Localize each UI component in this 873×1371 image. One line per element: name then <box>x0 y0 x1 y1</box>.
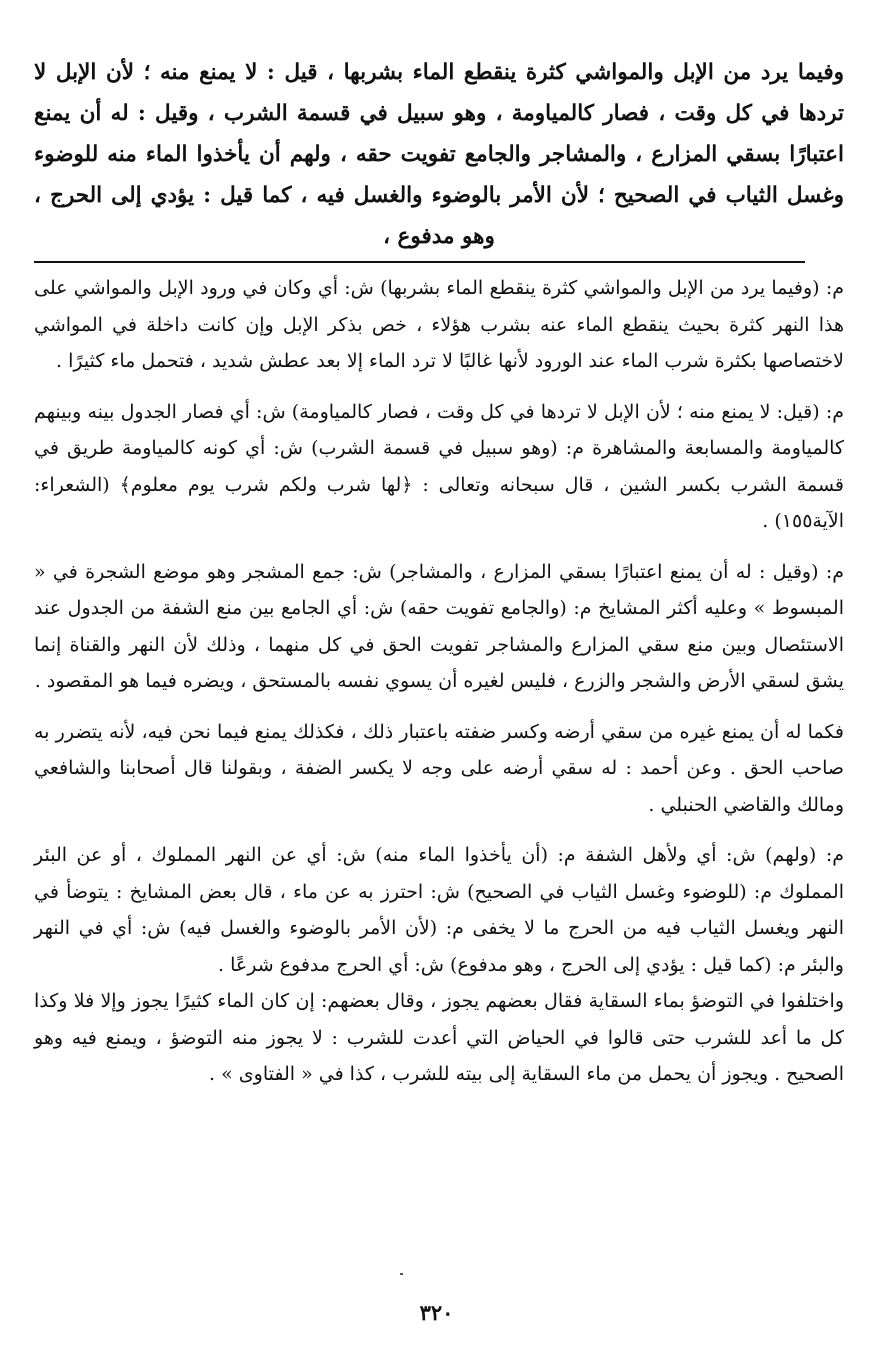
page-number: ٣٢٠ <box>419 1300 454 1325</box>
commentary-paragraph-4: فكما له أن يمنع غيره من سقي أرضه وكسر ضفته باعتبار ذلك ، فكذلك يمنع فيما نحن فيه، لأنه يتضرر به صاحب الحق . وعن أحمد : له سقي أرضه على وجه لا يكسر الضفة ، وبقولنا قال أصحابنا والشافعي ومالك والقاضي الحنبلي . <box>34 720 844 816</box>
commentary-paragraph-5: م: (ولهم) ش: أي ولأهل الشفة م: (أن يأخذوا الماء منه) ش: أي عن النهر المملوك ، أو عن البئر المملوك م: (للوضوء وغسل الثياب في الصحيح) ش: احترز به عن ماء ، قال بعض المشايخ : يتوضأ في النهر ويغسل الثياب فيه من الحرج ما لا يخفى م: (لأن الأمر بالوضوء والغسل فيه) ش: أي في النهر والبئر م: (كما قيل : يؤدي إلى الحرج ، وهو مدفوع) ش: أي الحرج مدفوع شرعًا . <box>34 844 844 976</box>
commentary-paragraph-1: م: (وفيما يرد من الإبل والمواشي كثرة ينقطع الماء بشربها) ش: أي وكان في ورود الإبل والمواشي على هذا النهر كثرة بحيث ينقطع الماء عنه بشرب هؤلاء ، خص بذكر الإبل وإن كانت داخلة في المواشي لاختصاصها بكثرة شرب الماء عند الورود لأنها غالبًا لا ترد الماء إلا بعد عطش شديد ، فتحمل ماء كثيرًا . <box>34 277 844 372</box>
commentary-block <box>34 270 844 1107</box>
matn-paragraph: وفيما يرد من الإبل والمواشي كثرة ينقطع الماء بشربها ، قيل : لا يمنع منه ؛ لأن الإبل لا تردها في كل وقت ، فصار كالمياومة ، وهو سبيل في قسمة الشرب ، وقيل : له أن يمنع اعتبارًا بسقي المزارع ، والمشاجر والجامع تفويت حقه ، ولهم أن يأخذوا الماء منه للوضوء وغسل الثياب في الصحيح ؛ لأن الأمر بالوضوء والغسل فيه ، كما قيل : يؤدي إلى الحرج ، وهو مدفوع ، <box>34 60 844 249</box>
separator-rule <box>34 261 805 263</box>
commentary-paragraph-6: واختلفوا في التوضؤ بماء السقاية فقال بعضهم يجوز ، وقال بعضهم: إن كان الماء كثيرًا يجوز وإلا فلا وكذا كل ما أعد للشرب حتى قالوا في الحياض التي أعدت للشرب : لا يجوز منه التوضؤ ، ويمنع فيه وهو الصحيح . ويجوز أن يحمل من ماء السقاية إلى بيته للشرب ، كذا في « الفتاوى » . <box>34 990 844 1085</box>
commentary-paragraph-3: م: (وقيل : له أن يمنع اعتبارًا بسقي المزارع ، والمشاجر) ش: جمع المشجر وهو موضع الشجرة في « المبسوط » وعليه أكثر المشايخ م: (والجامع تفويت حقه) ش: أي الجامع بين منع الشفة من الجدول عند الاستئصال وبين منع سقي المزارع والمشاجر تفويت الحق في كل منهما ، وذلك لأن النهر والقناة إنما يشق لسقي الأرض والشجر والزرع ، فليس لغيره أن يسوي نفسه بالمستحق ، ويضره فيما هو المقصود . <box>34 560 844 692</box>
print-speck <box>400 1273 403 1275</box>
commentary-paragraph-2: م: (قيل: لا يمنع منه ؛ لأن الإبل لا تردها في كل وقت ، فصار كالمياومة) ش: أي فصار الجدول بينه وبينهم كالمياومة والمسابعة والمشاهرة م: (وهو سبيل في قسمة الشرب) ش: أي كونه كالمياومة طريق في قسمة الشرب بكسر الشين ، قال سبحانه وتعالى : ﴿لها شرب ولكم شرب يوم معلوم﴾ (الشعراء: الآية١٥٥) . <box>34 400 844 532</box>
main-text-block <box>34 52 844 257</box>
